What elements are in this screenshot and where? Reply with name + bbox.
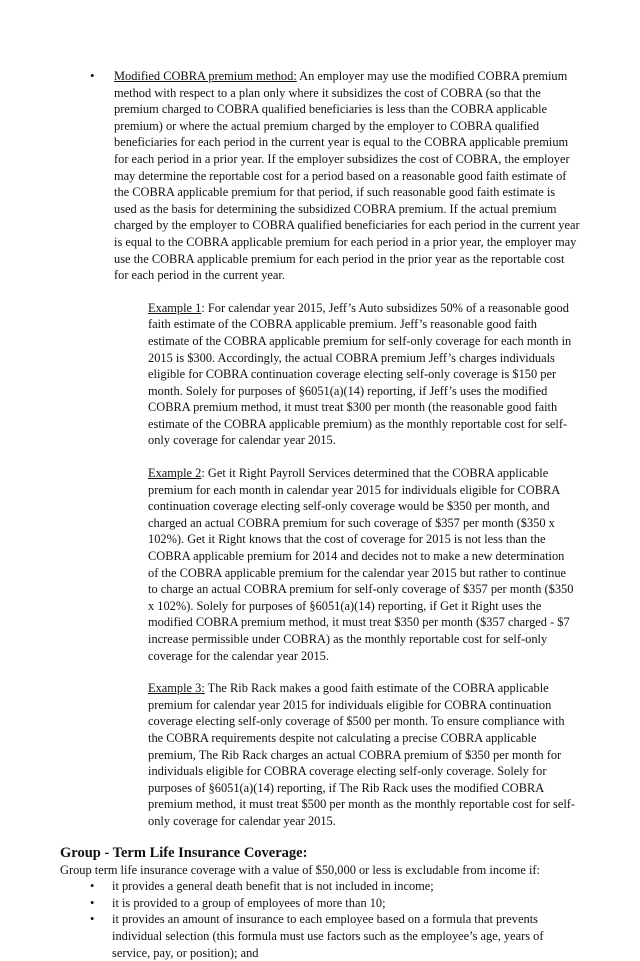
criteria-text: it is provided to a group of employees of more than 10; bbox=[112, 895, 386, 910]
group-term-intro: Group term life insurance coverage with a value of $50,000 or less is excludable from income if: bbox=[60, 862, 540, 877]
modified-cobra-text: An employer may use the modified COBRA premium method with respect to a plan only where it subsidizes the cost of COBRA (so that the premium charged to COBRA qualified beneficiaries is less than the COBRA applicable premium) or where the actual premium charged by the employer to COBRA qualified beneficiaries for each period in the current year is equal to the COBRA applicable premium for each period in a prior year. If the employer subsidizes the cost of COBRA, the employer may determine the reportable cost for a period based on a reasonable good faith estimate of the COBRA applicable premium for that period, if such reasonable good faith estimate is used as the basis for determining the subsidized COBRA premium. If the actual premium charged by the employer to COBRA qualified beneficiaries for each period in the current year is equal to the COBRA applicable premium for each period in a prior year, the employer may use the COBRA applicable premium for each period in the prior year as the reportable cost for each period in the current year. bbox=[114, 69, 580, 283]
example-1-text: : For calendar year 2015, Jeff’s Auto subsidizes 50% of a reasonable good faith estimate of the COBRA applicable premium. Jeff’s reasonable good faith estimate of the COBRA applicable premium for self-only coverage for each month in 2015 is $300. Accordingly, the actual COBRA premium Jeff’s charges individuals eligible for COBRA continuation coverage electing self-only coverage is $150 per month. Solely for purposes of §6051(a)(14) reporting, if Jeff’s uses the modified COBRA premium method, it must treat $300 per month (the reasonable good faith estimate of the COBRA applicable premium) as the monthly reportable cost for self-only coverage for calendar year 2015. bbox=[148, 300, 572, 448]
modified-cobra-paragraph bbox=[114, 68, 580, 284]
example-1-label: Example 1 bbox=[148, 300, 202, 315]
example-2 bbox=[148, 465, 580, 664]
example-1 bbox=[148, 300, 580, 449]
example-2-label: Example 2 bbox=[148, 466, 202, 481]
bullet-icon: • bbox=[90, 912, 95, 927]
criteria-text: it provides an amount of insurance to each employee based on a formula that prevents individual selection (this formula must use factors such as the employee’s age, years of service, pay, or position); and bbox=[112, 912, 544, 960]
list-item bbox=[60, 911, 580, 961]
group-term-criteria-list bbox=[60, 878, 580, 961]
list-item bbox=[60, 878, 580, 895]
modified-cobra-bullet bbox=[60, 68, 580, 284]
list-item bbox=[60, 895, 580, 912]
example-3-text: The Rib Rack makes a good faith estimate of the COBRA applicable premium for calendar year 2015 for individuals eligible for COBRA continuation coverage electing self-only coverage of $500 per month. To ensure compliance with the COBRA requirements despite not calculating a precise COBRA applicable premium, The Rib Rack charges an actual COBRA premium of $350 per month for individuals eligible for COBRA coverage electing self-only coverage. Solely for purposes of §6051(a)(14) reporting, if The Rib Rack uses the modified COBRA premium method, it must treat $500 per month as the monthly reportable cost for self-only coverage for calendar year 2015. bbox=[148, 681, 576, 828]
bullet-icon: • bbox=[90, 879, 95, 894]
modified-cobra-title: Modified COBRA premium method: bbox=[114, 69, 297, 83]
criteria-text: it provides a general death benefit that is not included in income; bbox=[112, 879, 434, 894]
bullet-icon: • bbox=[90, 895, 95, 910]
bullet-icon: • bbox=[90, 68, 95, 83]
example-3-label: Example 3: bbox=[148, 681, 205, 696]
group-term-heading: Group - Term Life Insurance Coverage: bbox=[60, 844, 308, 861]
example-3 bbox=[148, 680, 580, 829]
example-2-text: : Get it Right Payroll Services determined that the COBRA applicable premium for each month in calendar year 2015 for individuals eligible for COBRA continuation coverage electing self-only coverage would be $350 per month, and charged an actual COBRA premium for such coverage of $357 per month ($350 x 102%). Get it Right knows that the cost of coverage for 2015 is not less than the COBRA applicable premium for 2014 and decides not to make a new determination of the COBRA applicable premium for the calendar year 2015 but rather to continue to charge an actual COBRA premium for self-only coverage of $357 per month ($350 x 102%). Solely for purposes of §6051(a)(14) reporting, if Get it Right uses the modified COBRA premium method, it must treat $350 per month ($357 charged - $7 increase permissible under COBRA) as the monthly reportable cost for self-only coverage for the calendar year 2015. bbox=[148, 466, 574, 663]
